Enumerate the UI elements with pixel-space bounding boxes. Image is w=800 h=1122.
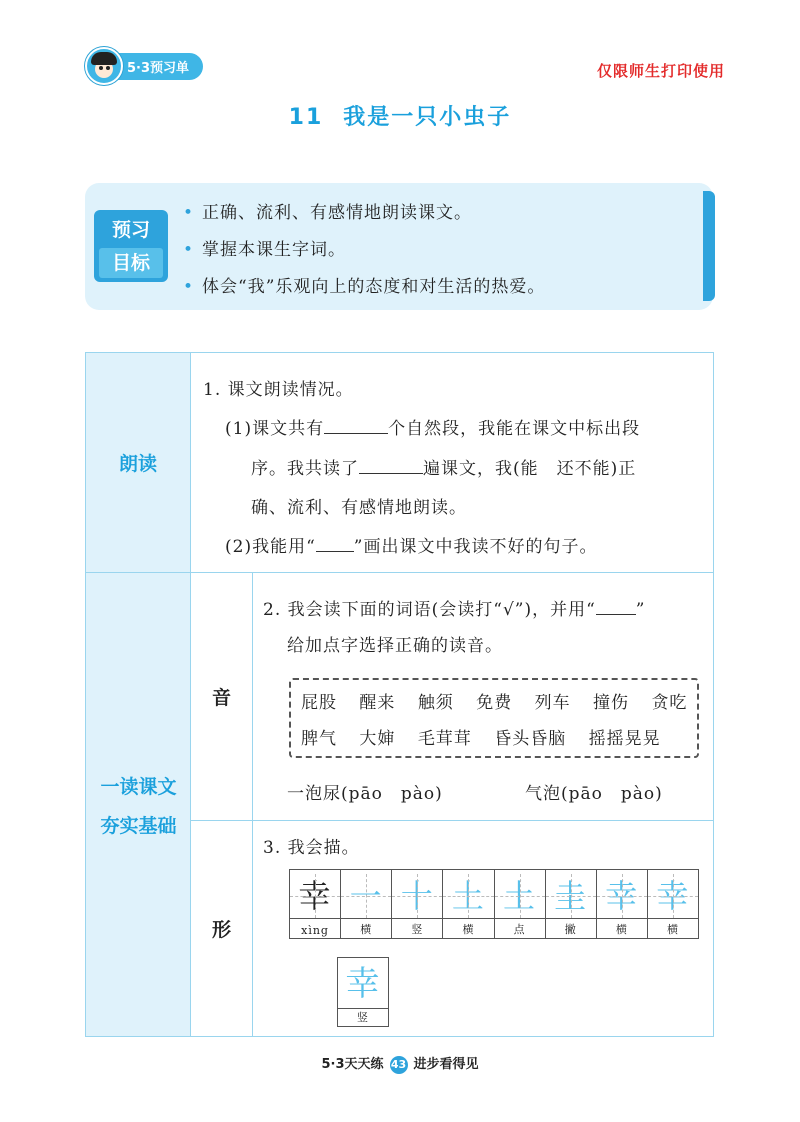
read-times-blank[interactable] [359,459,423,474]
pronunciation-1[interactable]: 一泡尿(pāo pào) [287,784,443,804]
q1-2-line: (2)我能用“ ”画出课文中我读不好的句子。 [225,537,598,557]
single-char: 幸 [338,960,388,1009]
word-item[interactable]: 大婶 [359,729,396,749]
q2-line2: 给加点字选择正确的读音。 [287,636,503,656]
grid-cell[interactable] [392,870,443,938]
grid-label: 横 [360,923,373,936]
goals-list [183,195,545,306]
paragraph-count-blank[interactable] [324,419,388,434]
grid-char: 幸 [648,874,698,919]
word-item[interactable]: 脾气 [301,729,337,749]
word-item[interactable]: 免费 [476,693,513,713]
grid-label: 竖 [411,923,424,936]
word-item[interactable]: 触须 [417,693,454,713]
page-header [85,46,725,86]
goals-tag-line2: 目标 [99,248,163,278]
stroke-single-cell[interactable] [337,957,389,1027]
grid-cell[interactable] [648,870,698,938]
grid-label: 点 [513,923,526,936]
single-label: 竖 [357,1011,369,1024]
q2-line1: 2. 我会读下面的词语(会读打“√”)，并用“ ” [263,600,646,620]
goal-item: • 正确、流利、有感情地朗读课文。 [183,195,545,232]
grid-cell[interactable] [341,870,392,938]
sound-content [253,573,713,821]
goals-side-bar [703,191,715,301]
preview-goals-box [85,183,713,310]
goal-item: • 掌握本课生字词。 [183,232,545,269]
sound-label: 音 [191,573,253,821]
shape-content [253,821,713,1036]
word-item[interactable]: 昏头昏脑 [494,729,567,749]
page-number: 43 [390,1056,408,1074]
lesson-number: 11 [288,105,324,130]
grid-cell[interactable] [495,870,546,938]
grid-char: 幸 [597,874,647,919]
exercise-table [85,352,714,1037]
grid-char: 圭 [546,874,596,919]
page-footer [0,1053,800,1074]
brand-label: 5·3预习单 [105,53,203,80]
q1-1-line2: 序。我共读了 遍课文，我(能 还不能)正 [251,459,637,479]
lesson-title-text: 我是一只小虫子 [343,105,512,130]
grid-cell[interactable] [597,870,648,938]
q1-1-line3: 确、流利、有感情地朗读。 [251,498,467,518]
word-row-2 [301,724,677,749]
word-row-1 [301,688,703,713]
grid-cell[interactable] [546,870,597,938]
goals-tag [94,210,168,282]
grid-char: 一 [341,874,391,919]
footer-left: 5·3天天练 [321,1057,384,1072]
basic-section-label [86,573,191,1036]
word-item[interactable]: 列车 [534,693,571,713]
basic-label-line2: 夯实基础 [100,815,177,837]
grid-char: 十 [392,874,442,919]
grid-label: 横 [615,923,628,936]
usage-restriction: 仅限师生打印使用 [596,62,725,80]
read-section-label: 朗读 [86,353,191,573]
word-item[interactable]: 醒来 [359,693,396,713]
goal-item: • 体会“我”乐观向上的态度和对生活的热爱。 [183,269,545,306]
grid-cell[interactable] [443,870,494,938]
word-item[interactable]: 毛茸茸 [417,729,472,749]
goals-tag-line1: 预习 [111,219,150,241]
grid-char: 幸 [290,874,340,919]
grid-label: xìng [301,924,329,937]
grid-char: 土 [443,874,493,919]
word-item[interactable]: 屁股 [301,693,337,713]
word-item[interactable]: 摇摇晃晃 [588,729,661,749]
brand-badge [85,50,203,82]
mascot-avatar-icon [85,47,123,85]
grid-char: 土 [495,874,545,919]
lesson-title [0,100,800,131]
word-item[interactable]: 撞伤 [593,693,630,713]
grid-cell[interactable] [290,870,341,938]
grid-label: 撇 [564,923,577,936]
q3-title: 3. 我会描。 [263,838,360,858]
stroke-order-grid [289,869,699,939]
footer-right: 进步看得见 [413,1057,479,1072]
pronunciation-2[interactable]: 气泡(pāo pào) [525,784,663,804]
word-box [289,678,699,758]
grid-label: 横 [462,923,475,936]
shape-label: 形 [191,821,253,1036]
grid-label: 横 [666,923,679,936]
dot-mark-sample [596,600,636,615]
word-item[interactable]: 贪吃 [651,693,688,713]
read-section-content [191,353,713,573]
q1-title: 1. 课文朗读情况。 [203,380,354,400]
basic-label-line1: 一读课文 [100,776,177,798]
underline-mark-sample [316,537,354,552]
q1-1-line1: (1)课文共有 个自然段，我能在课文中标出段 [225,419,641,439]
